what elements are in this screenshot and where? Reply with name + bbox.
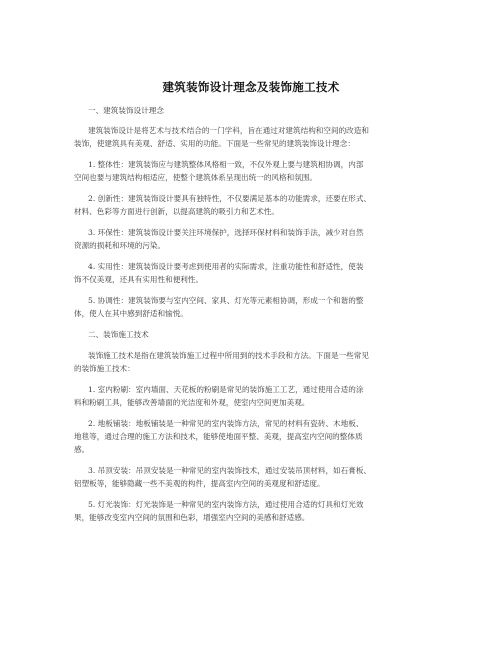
paragraph-line: 5. 协调性：建筑装饰要与室内空间、家具、灯光等元素相协调，形成一个和谐的整: [88, 296, 364, 305]
paragraph-line: 3. 环保性：建筑装饰设计要关注环境保护，选择环保材料和装饰手法，减少对自然: [88, 228, 364, 237]
paragraph-line: 饰不仅美观，还具有实用性和便利性。: [74, 275, 204, 284]
paragraph-line: 1. 整体性：建筑装饰应与建筑整体风格相一致，不仅外观上要与建筑相协调，内部: [88, 160, 364, 169]
section-heading: 一、建筑装饰设计理念: [88, 106, 164, 115]
paragraph-line: 的装饰施工技术：: [74, 364, 135, 373]
section-heading: 二、装饰施工技术: [88, 330, 149, 339]
paragraph-line: 果，能够改变室内空间的氛围和色彩，增强室内空间的美感和舒适感。: [74, 513, 310, 522]
paragraph-line: 体，使人在其中感到舒适和愉悦。: [74, 309, 188, 318]
paragraph-line: 建筑装饰设计是将艺术与技术结合的一门学科，旨在通过对建筑结构和空间的改造和: [88, 126, 369, 135]
paragraph-line: 5. 灯光装饰：灯光装饰是一种常见的室内装饰方法，通过使用合适的灯具和灯光效: [88, 500, 364, 509]
paragraph-line: 3. 吊顶安装：吊顶安装是一种常见的室内装饰技术，通过安装吊顶材料，如石膏板、: [88, 466, 372, 475]
paragraph-line: 料和粉刷工具，能够改善墙面的光洁度和外观，使室内空间更加美观。: [74, 398, 310, 407]
paragraph-line: 1. 室内粉刷：室内墙面、天花板的粉刷是常见的装饰施工工艺，通过使用合适的涂: [88, 385, 364, 394]
paragraph-line: 地毯等，通过合理的施工方法和技术，能够使地面平整、美观，提高室内空间的整体质: [74, 432, 363, 441]
paragraph-line: 装饰，使建筑具有美观、舒适、实用的功能。下面是一些常见的建筑装饰设计理念：: [74, 139, 355, 148]
paragraph-line: 资源的损耗和环境的污染。: [74, 241, 166, 250]
paragraph-line: 感。: [74, 445, 90, 454]
document-title: 建筑装饰设计理念及装饰施工技术: [162, 80, 340, 94]
paragraph-line: 4. 实用性：建筑装饰设计要考虑到使用者的实际需求，注重功能性和舒适性，使装: [88, 262, 364, 271]
paragraph-line: 材料、色彩等方面进行创新，以提高建筑的吸引力和艺术性。: [74, 207, 280, 216]
paragraph-line: 装饰施工技术是指在建筑装饰施工过程中所用到的技术手段和方法。下面是一些常见: [88, 351, 369, 360]
paragraph-line: 2. 地板铺装：地板铺装是一种常见的室内装饰方法，常见的材料有瓷砖、木地板、: [88, 419, 364, 428]
paragraph-line: 铝塑板等，能够隐藏一些不美观的构件，提高室内空间的美观度和舒适度。: [74, 479, 325, 488]
paragraph-line: 2. 创新性：建筑装饰设计要具有独特性，不仅要满足基本的功能需求，还要在形式、: [88, 194, 372, 203]
paragraph-line: 空间也要与建筑结构相适应，使整个建筑体系呈现出统一的风格和氛围。: [74, 173, 317, 182]
